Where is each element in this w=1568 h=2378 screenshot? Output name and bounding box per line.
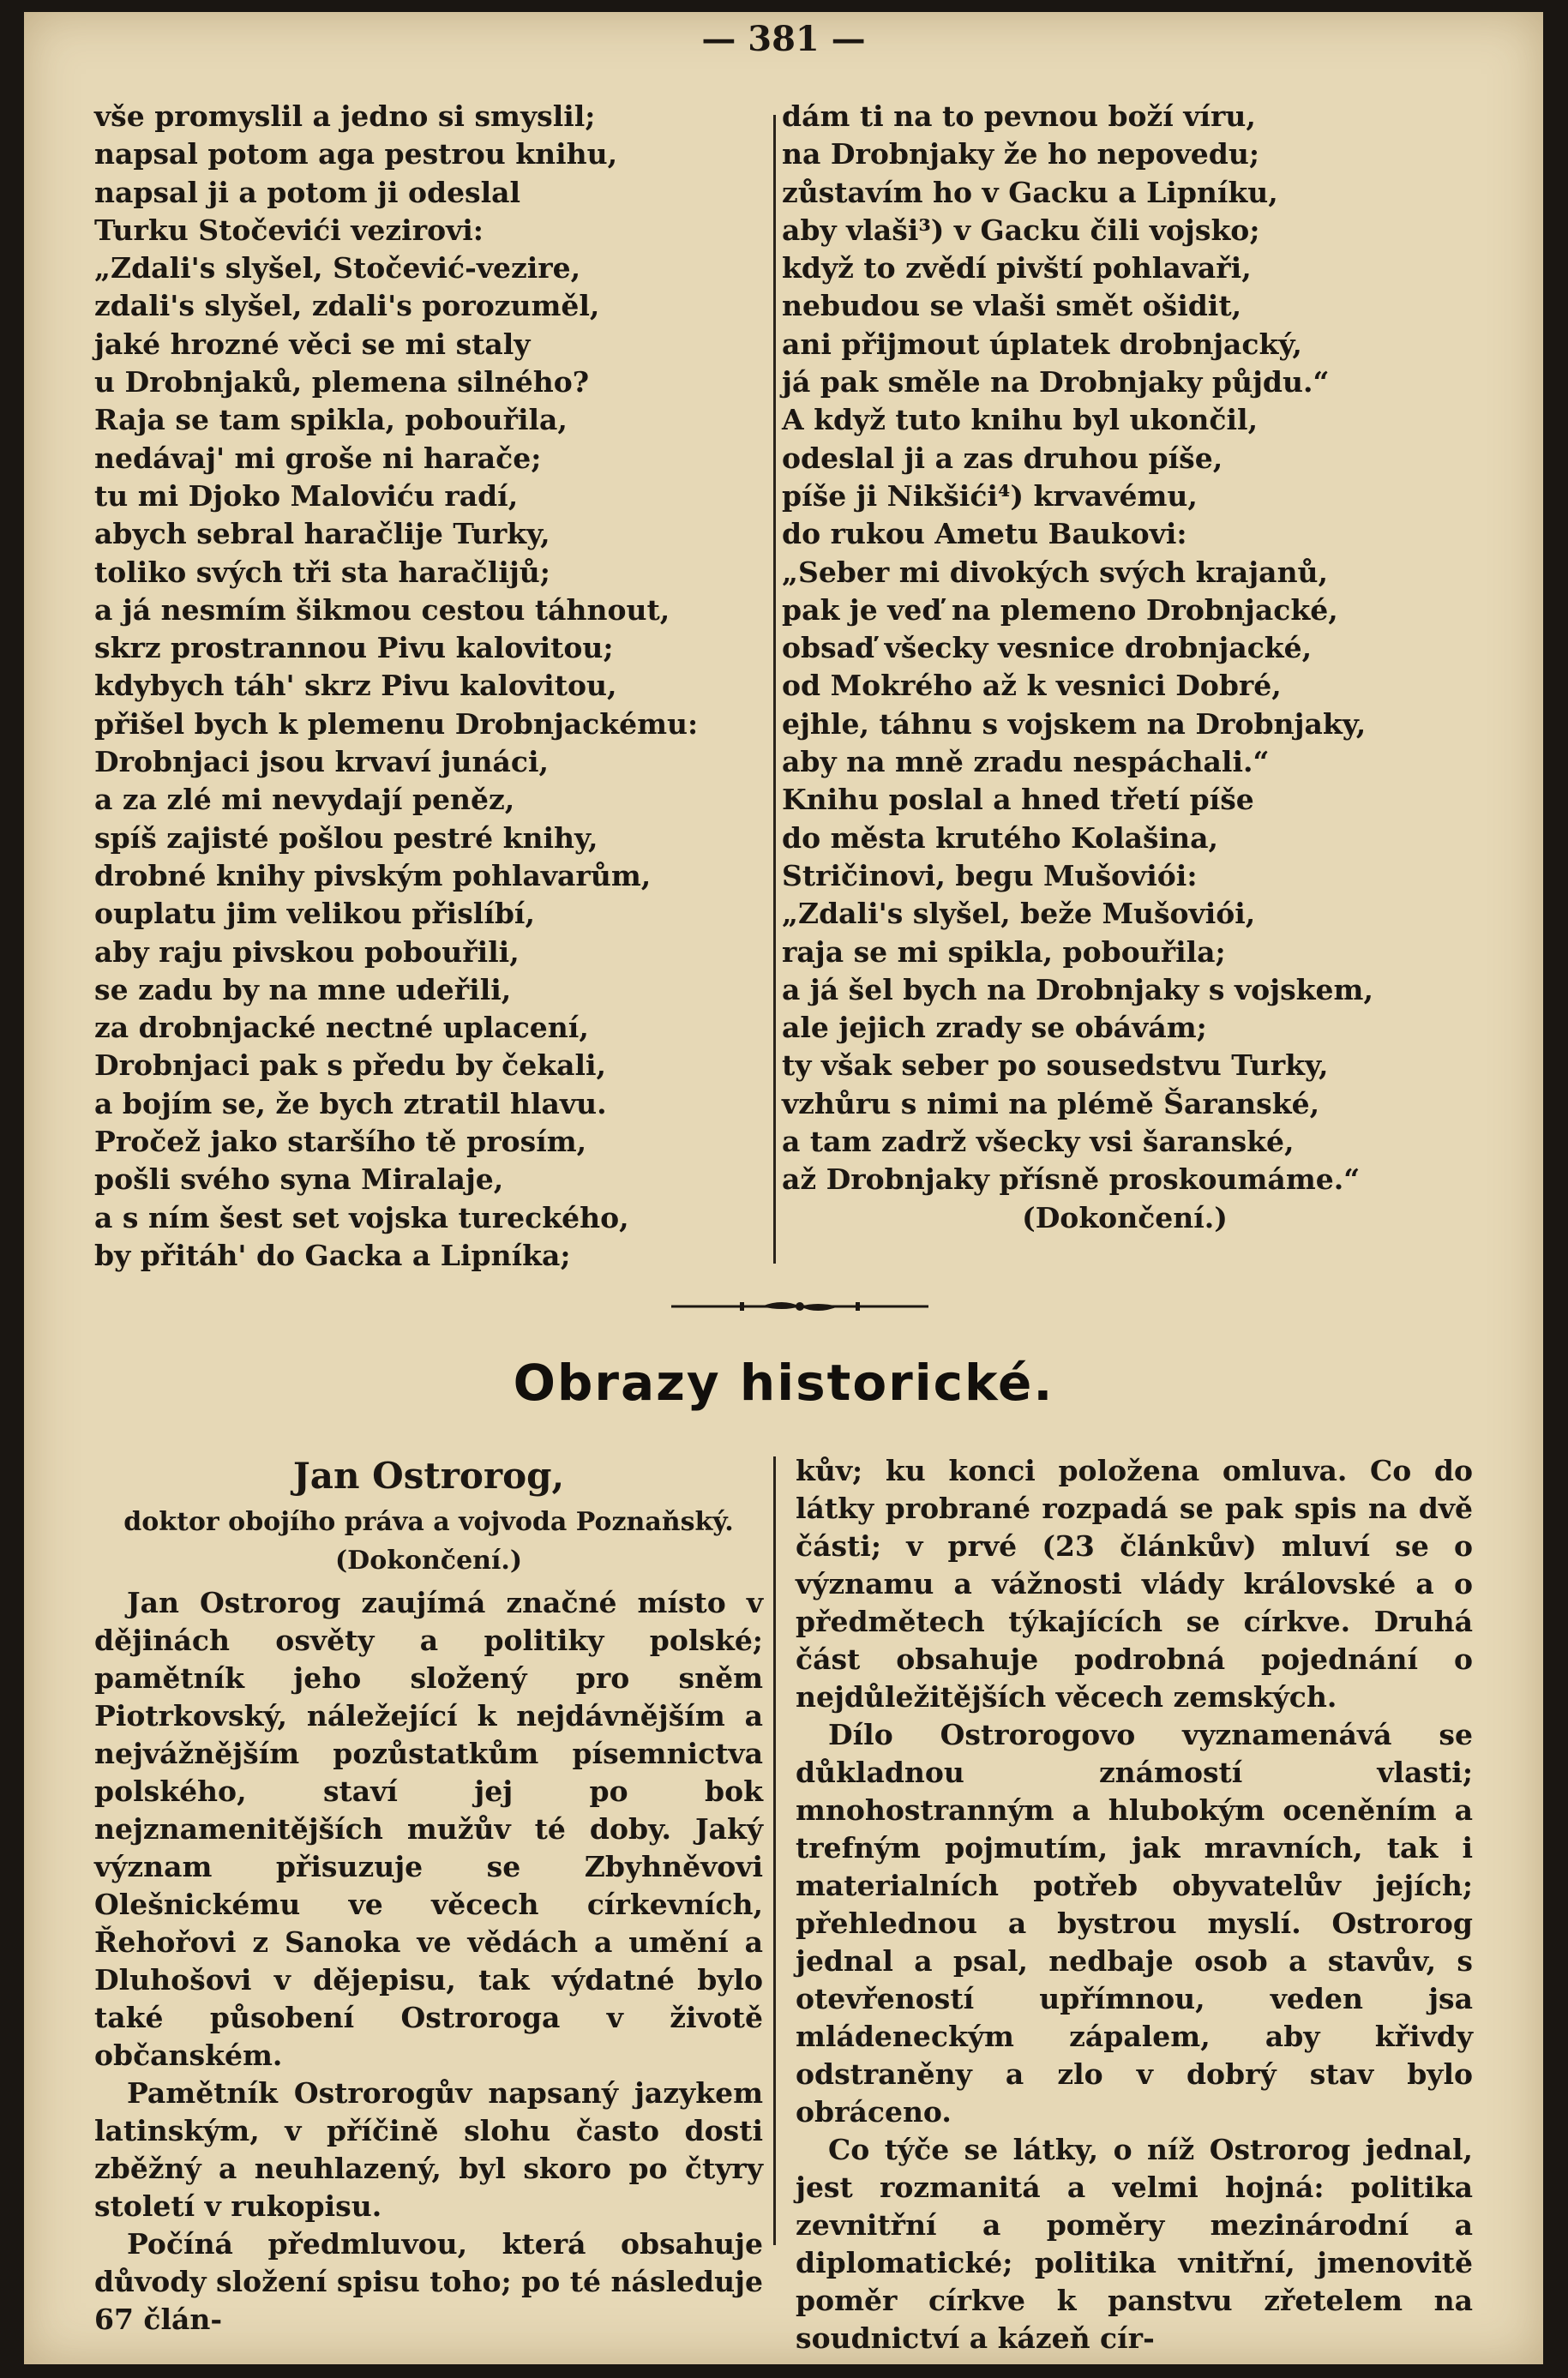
column-divider	[773, 115, 776, 1264]
poem-column-right	[782, 98, 1493, 1237]
poem-line: až Drobnjaky přísně proskoumáme.“	[782, 1162, 1361, 1197]
poem-line: ani přijmout úplatek drobnjacký,	[782, 327, 1302, 361]
poem-line: a za zlé mi nevydají peněz,	[94, 783, 515, 817]
poem-line: tu mi Djoko Maloviću radí,	[94, 478, 519, 513]
poem-line: a bojím se, že bych ztratil hlavu.	[94, 1086, 607, 1120]
poem-line: A když tuto knihu byl ukončil,	[782, 403, 1259, 437]
poem-line: dám ti na to pevnou boží víru,	[782, 99, 1256, 133]
poem-line: píše ji Nikšići⁴) krvavému,	[782, 478, 1198, 513]
poem-line: napsal ji a potom ji odeslal	[94, 175, 521, 209]
poem-line: napsal potom aga pestrou knihu,	[94, 137, 618, 171]
poem-line: „Zdali's slyšel, beže Mušoviói,	[782, 897, 1256, 931]
poem-line: Pročež jako staršího tě prosím,	[94, 1125, 587, 1159]
article-paragraph: Pamětník Ostrorogův napsaný jazykem latinským, v příčině slohu často dosti zběžný a neuhlazený, byl skoro po čtyry století v rukopisu.	[94, 2076, 763, 2223]
book-page	[24, 12, 1543, 2364]
article-column-right	[796, 1452, 1473, 2357]
article-title: Jan Ostrorog,	[292, 1455, 565, 1497]
poem-line: raja se mi spikla, pobouřila;	[782, 934, 1226, 969]
article-subtitle: doktor obojího práva a vojvoda Poznaňský.	[123, 1507, 734, 1537]
poem-line: spíš zajisté pošlou pestré knihy,	[94, 820, 598, 855]
poem-signoff: (Dokončení.)	[1022, 1200, 1228, 1234]
poem-line: drobné knihy pivským pohlavarům,	[94, 858, 652, 892]
poem-line: ty však seber po sousedstvu Turky,	[782, 1048, 1329, 1083]
poem-line: ale jejich zrady se obávám;	[782, 1011, 1207, 1045]
poem-line: přišel bych k plemenu Drobnjackému:	[94, 706, 699, 741]
poem-line: nebudou se vlaši smět ošidit,	[782, 289, 1242, 323]
poem-line: od Mokrého až k vesnici Dobré,	[782, 669, 1282, 703]
poem-column-left	[94, 98, 772, 1275]
article-continuation: (Dokončení.)	[334, 1546, 523, 1576]
column-divider	[773, 1456, 776, 2245]
poem-line: u Drobnjaků, plemena silného?	[94, 365, 590, 399]
poem-line: na Drobnjaky že ho nepovedu;	[782, 137, 1260, 171]
poem-line: jaké hrozné věci se mi staly	[94, 327, 531, 361]
article-paragraph: Dílo Ostrorogovo vyznamenává se důkladnou známostí vlasti; mnohostranným a hlubokým oceněním a trefným pojmutím, jak mravních, tak i materialních potřeb obyvatelův jejích; přehlednou a bystrou myslí. Ostrorog jednal a psal, nedbaje osob a stavův, s otevřeností upřímnou, veden jsa mládeneckým zápalem, aby křivdy odstraněny a zlo v dobrý stav bylo obráceno.	[796, 1718, 1473, 2129]
poem-line: by přitáh' do Gacka a Lipníka;	[94, 1238, 571, 1272]
poem-line: aby na mně zradu nespáchali.“	[782, 745, 1270, 779]
poem-line: Turku Stočevići vezirovi:	[94, 213, 484, 247]
section-heading: Obrazy historické.	[513, 1354, 1054, 1412]
poem-line: zůstavím ho v Gacku a Lipníku,	[782, 175, 1278, 209]
poem-line: a s ním šest set vojska tureckého,	[94, 1200, 629, 1234]
poem-line: do města krutého Kolašina,	[782, 820, 1219, 855]
article-paragraph: Co týče se látky, o níž Ostrorog jednal, jest rozmanitá a velmi hojná: politika zevnitřní a poměry mezinárodní a diplomatické; politika vnitřní, jmenovitě poměr církve k panstvu zřetelem na soudnictví a kázeň cír-	[796, 2133, 1473, 2355]
article-paragraph: Počíná předmluvou, která obsahuje důvody složení spisu toho; po té následuje 67 člán-	[94, 2227, 763, 2336]
page-number: — 381 —	[701, 19, 866, 59]
poem-line: obsaď všecky vesnice drobnjacké,	[782, 631, 1313, 665]
poem-line: vše promyslil a jedno si smyslil;	[94, 99, 596, 133]
poem-line: odeslal ji a zas druhou píše,	[782, 441, 1223, 475]
poem-line: aby vlaši³) v Gacku čili vojsko;	[782, 213, 1260, 247]
poem-line: pak je veď na plemeno Drobnjacké,	[782, 592, 1338, 627]
poem-line: Knihu poslal a hned třetí píše	[782, 783, 1254, 817]
poem-line: já pak směle na Drobnjaky půjdu.“	[782, 365, 1330, 399]
poem-line: do rukou Ametu Baukovi:	[782, 517, 1187, 551]
poem-line: Raja se tam spikla, pobouřila,	[94, 403, 568, 437]
article-paragraph: kův; ku konci položena omluva. Co do látky probrané rozpadá se pak spis na dvě části; v prvé (23 článkův) mluví se o významu a vážnosti vlády královské a o předmětech týkajících se církve. Druhá část obsahuje podrobná pojednání o nejdůležitějších věcech zemských.	[796, 1454, 1473, 1714]
poem-line: Drobnjaci jsou krvaví junáci,	[94, 745, 549, 779]
poem-line: abych sebral haračlije Turky,	[94, 517, 550, 551]
poem-line: se zadu by na mne udeřili,	[94, 972, 512, 1006]
poem-line: a já šel bych na Drobnjaky s vojskem,	[782, 972, 1373, 1006]
poem-line: skrz prostrannou Pivu kalovitou;	[94, 631, 614, 665]
poem-line: vzhůru s nimi na plémě Šaranské,	[782, 1086, 1320, 1120]
poem-line: toliko svých tři sta haračlijů;	[94, 555, 550, 589]
poem-line: ejhle, táhnu s vojskem na Drobnjaky,	[782, 706, 1367, 741]
poem-line: aby raju pivskou pobouřili,	[94, 934, 520, 969]
poem-line: ouplatu jim velikou přislíbí,	[94, 897, 535, 931]
poem-line: „Zdali's slyšel, Stočević-vezire,	[94, 251, 581, 285]
article-left-paragraphs	[94, 1584, 763, 2339]
poem-line: Stričinovi, begu Mušoviói:	[782, 858, 1198, 892]
poem-line: když to zvědí pivští pohlavaři,	[782, 251, 1252, 285]
poem-line: zdali's slyšel, zdali's porozuměl,	[94, 289, 600, 323]
poem-line: za drobnjacké nectné uplacení,	[94, 1011, 589, 1045]
poem-line: pošli svého syna Miralaje,	[94, 1162, 504, 1197]
poem-line: a tam zadrž všecky vsi šaranské,	[782, 1125, 1295, 1159]
poem-line: kdybych táh' skrz Pivu kalovitou,	[94, 669, 617, 703]
poem-line: a já nesmím šikmou cestou táhnout,	[94, 592, 670, 627]
poem-line: nedávaj' mi groše ni harače;	[94, 441, 542, 475]
poem-line: Drobnjaci pak s předu by čekali,	[94, 1048, 607, 1083]
article-column-left	[94, 1452, 763, 2339]
poem-line: „Seber mi divokých svých krajanů,	[782, 555, 1329, 589]
article-paragraph: Jan Ostrorog zaujímá značné místo v dějinách osvěty a politiky polské; pamětník jeho složený pro sněm Piotrkovský, náležející k nejdávnějším a nejvážnějším pozůstatkům písemnictva polského, staví jej po bok nejznamenitějších mužův té doby. Jaký význam přisuzuje se Zbyhněvovi Olešnickému ve věcech církevních, Řehořovi z Sanoka ve vědách a umění a Dluhošovi v dějepisu, tak výdatné bylo také působení Ostroroga v životě občanském.	[94, 1586, 763, 2072]
ornament-divider	[671, 1298, 928, 1315]
